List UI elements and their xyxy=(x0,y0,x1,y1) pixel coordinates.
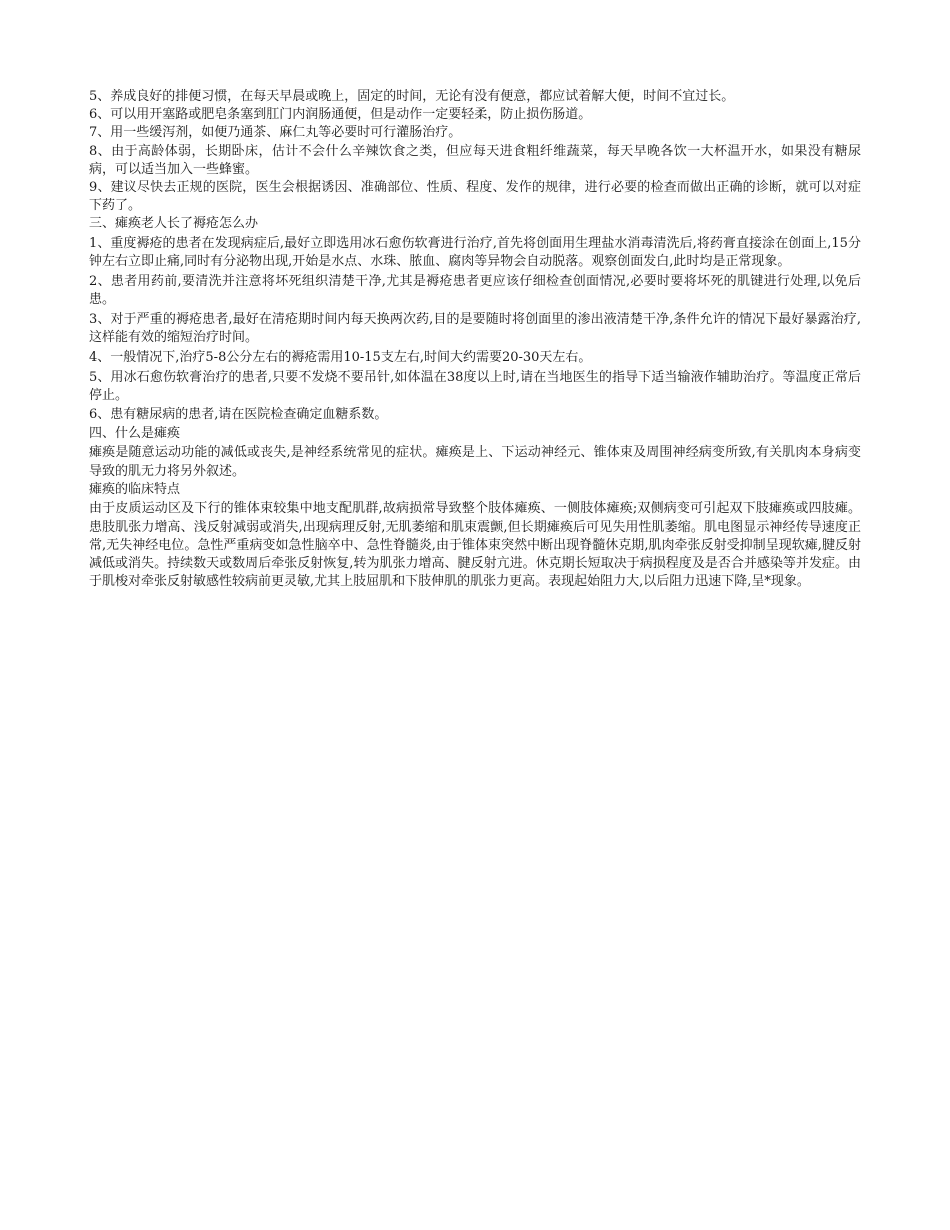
paragraph-bedsore-4: 4、一般情况下,治疗5-8公分左右的褥疮需用10-15支左右,时间大约需要20-30天左右。 xyxy=(89,349,592,365)
paragraph-bedsore-2: 2、患者用药前,要清洗并注意将坏死组织清楚干净,尤其是褥疮患者更应该仔细检查创面情况,必要时要将坏死的肌键进行处理,以免后患。 xyxy=(89,274,861,308)
paragraph-constipation-8: 8、由于高龄体弱，长期卧床，估计不会什么辛辣饮食之类，但应每天进食粗纤维蔬菜，每天早晚各饮一大杯温开水，如果没有糖尿病，可以适当加入一些蜂蜜。 xyxy=(89,143,861,177)
paragraph-clinical-features: 由于皮质运动区及下行的锥体束较集中地支配肌群,故病损常导致整个肢体瘫痪、一侧肢体瘫痪;双侧病变可引起双下肢瘫痪或四肢瘫。患肢肌张力增高、浅反射减弱或消失,出现病理反射,无肌萎缩和肌束震颤,但长期瘫痪后可见失用性肌萎缩。肌电图显示神经传导速度正常,无失神经电位。急性严重病变如急性脑卒中、急性脊髓炎,由于锥体束突然中断出现脊髓休克期,肌肉牵张反射受抑制呈现软瘫,腱反射减低或消失。持续数天或数周后牵张反射恢复,转为肌张力增高、腱反射亢进。休克期长短取决于病损程度及是否合并感染等并发症。由于肌梭对牵张反射敏感性较病前更灵敏,尤其上肢屈肌和下肢伸肌的肌张力更高。表现起始阻力大,以后阻力迅速下降,呈*现象。 xyxy=(89,501,861,590)
paragraph-bedsore-6: 6、患有糖尿病的患者,请在医院检查确定血糖系数。 xyxy=(89,407,388,423)
paragraph-constipation-9: 9、建议尽快去正规的医院，医生会根据诱因、准确部位、性质、程度、发作的规律，进行必要的检查而做出正确的诊断，就可以对症下药了。 xyxy=(89,180,861,214)
section-heading-paralysis: 四、什么是瘫痪 xyxy=(89,425,181,441)
paragraph-constipation-6: 6、可以用开塞路或肥皂条塞到肛门内润肠通便，但是动作一定要轻柔，防止损伤肠道。 xyxy=(89,107,592,123)
paragraph-bedsore-1: 1、重度褥疮的患者在发现病症后,最好立即选用冰石愈伤软膏进行治疗,首先将创面用生理盐水消毒清洗后,将药膏直接涂在创面上,15分钟左右立即止痛,同时有分泌物出现,开始是水点、水珠、脓血、腐肉等异物会自动脱落。观察创面发白,此时均是正常现象。 xyxy=(89,236,861,270)
paragraph-paralysis-definition: 瘫痪是随意运动功能的减低或丧失,是神经系统常见的症状。瘫痪是上、下运动神经元、锥体束及周围神经病变所致,有关肌肉本身病变导致的肌无力将另外叙述。 xyxy=(89,445,861,479)
paragraph-constipation-5: 5、养成良好的排便习惯，在每天早晨或晚上，固定的时间，无论有没有便意，都应试着解大便，时间不宜过长。 xyxy=(89,89,735,104)
paragraph-bedsore-5: 5、用冰石愈伤软膏治疗的患者,只要不发烧不要吊针,如体温在38度以上时,请在当地医生的指导下适当输液作辅助治疗。等温度正常后停止。 xyxy=(89,369,861,403)
document-body xyxy=(89,88,861,591)
subheading-clinical-features: 瘫痪的临床特点 xyxy=(89,481,181,497)
paragraph-constipation-7: 7、用一些缓泻剂，如便乃通茶、麻仁丸等必要时可行灌肠治疗。 xyxy=(89,125,462,141)
section-heading-bedsores: 三、瘫痪老人长了褥疮怎么办 xyxy=(89,216,259,232)
paragraph-bedsore-3: 3、对于严重的褥疮患者,最好在清疮期时间内每天换两次药,目的是要随时将创面里的渗出液清楚干净,条件允许的情况下最好暴露治疗,这样能有效的缩短治疗时间。 xyxy=(89,311,861,346)
